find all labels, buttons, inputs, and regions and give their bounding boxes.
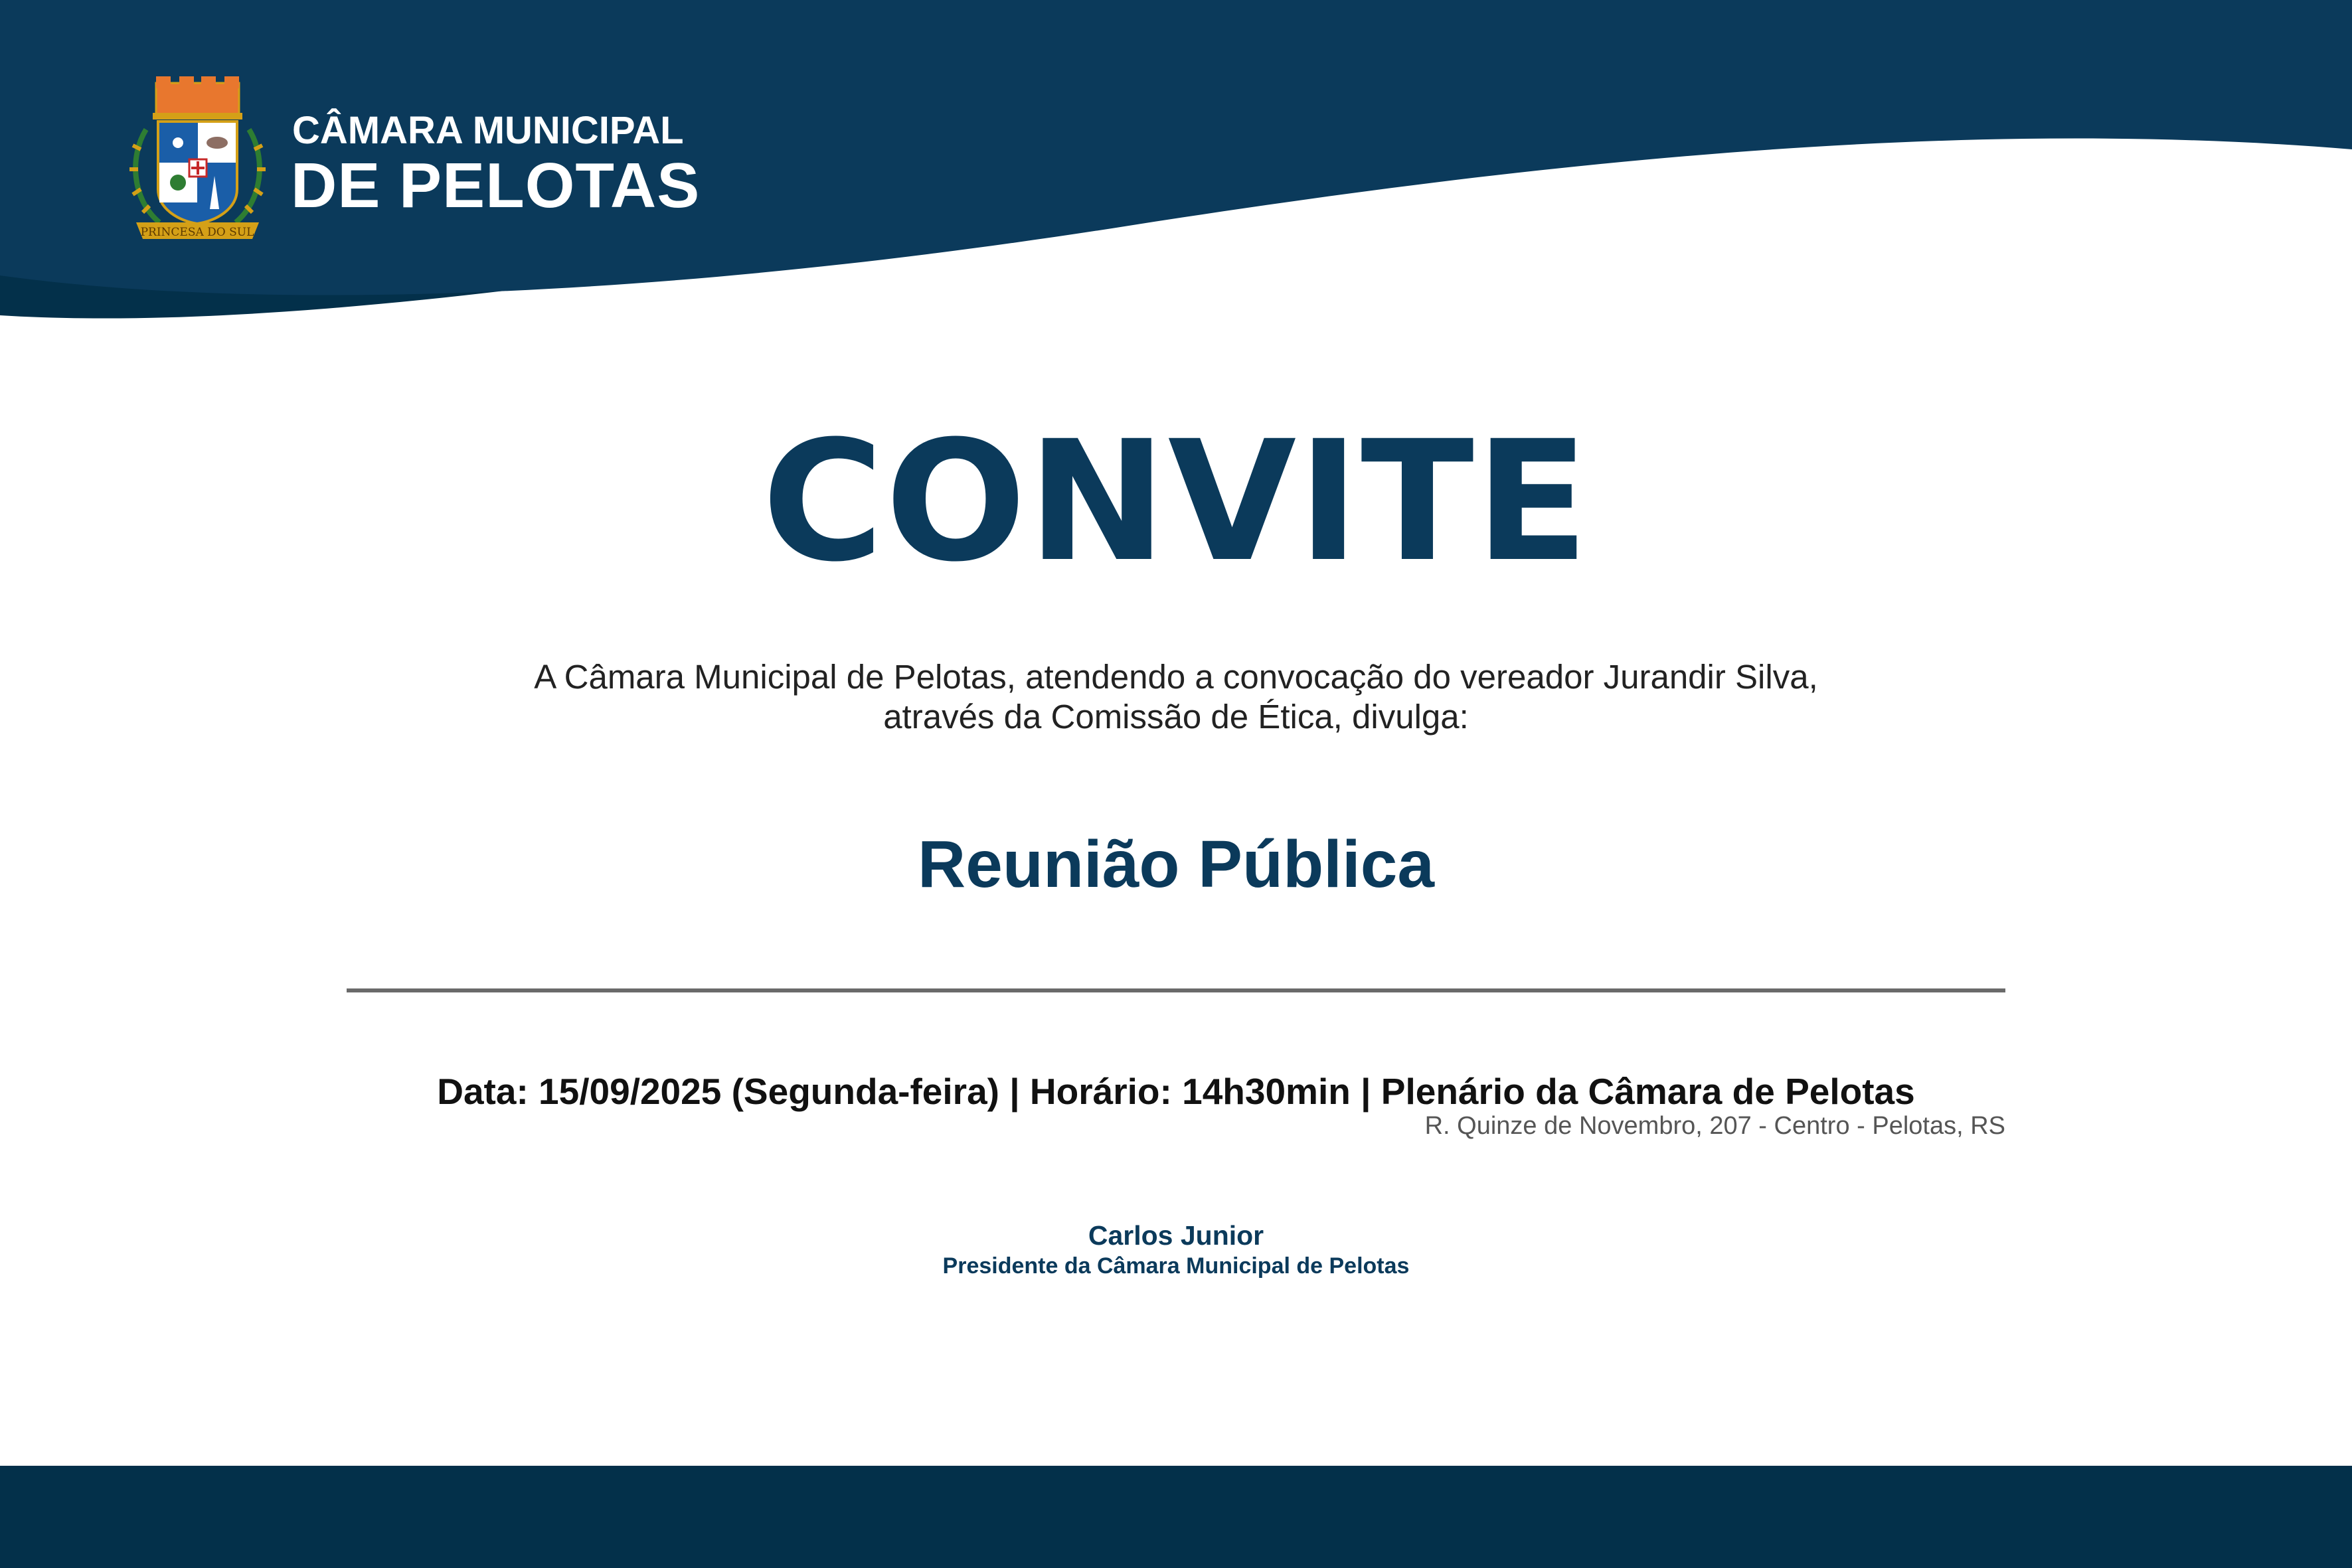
signatory-name: Carlos Junior — [1088, 1220, 1264, 1251]
logo-motto: PRINCESA DO SUL — [140, 226, 254, 239]
section-divider — [347, 988, 2005, 992]
intro-paragraph — [0, 657, 2352, 737]
signatory-role: Presidente da Câmara Municipal de Pelotas — [942, 1253, 1410, 1279]
invitation-title: CONVITE — [762, 405, 1590, 598]
org-name-line1: CÂMARA MUNICIPAL — [292, 109, 684, 152]
event-details: Data: 15/09/2025 (Segunda-feira) | Horário: 14h30min | Plenário da Câmara de Pelotas — [437, 1071, 1915, 1112]
footer-band — [0, 1466, 2352, 1568]
intro-line-2: através da Comissão de Ética, divulga: — [883, 698, 1469, 736]
event-name: Reunião Pública — [918, 827, 1434, 902]
coat-of-arms-logo — [126, 76, 269, 249]
intro-line-1: A Câmara Municipal de Pelotas, atendendo a convocação do vereador Jurandir Silva, — [534, 658, 1818, 696]
event-address: R. Quinze de Novembro, 207 - Centro - Pelotas, RS — [1424, 1112, 2005, 1140]
org-name-line2: DE PELOTAS — [291, 150, 701, 221]
